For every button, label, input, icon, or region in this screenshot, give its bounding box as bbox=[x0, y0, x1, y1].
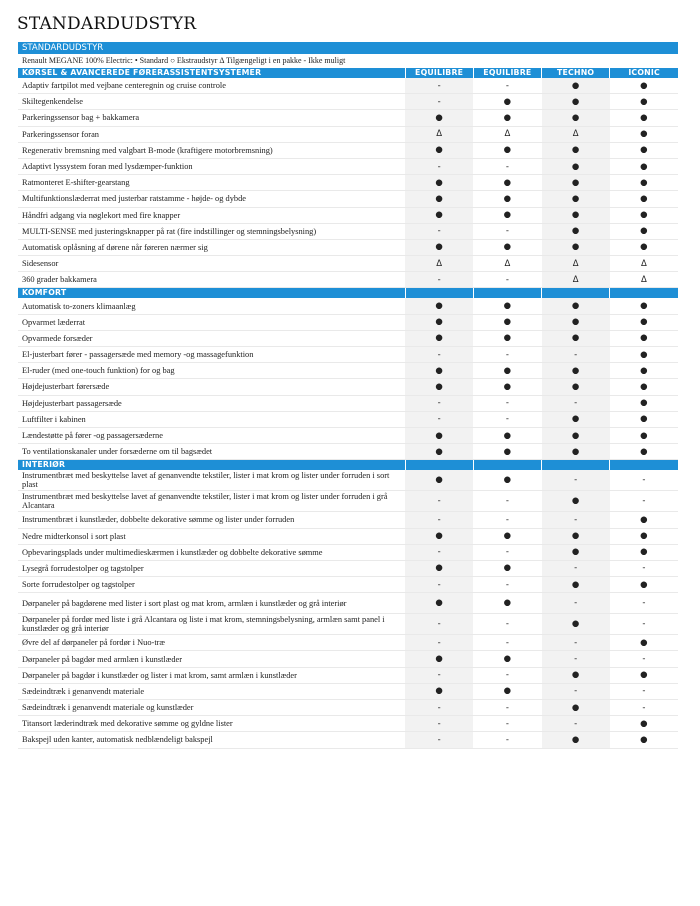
availability-cell: Δ bbox=[405, 256, 473, 272]
availability-cell: ● bbox=[473, 298, 541, 314]
availability-cell: ● bbox=[542, 314, 610, 330]
availability-cell: ● bbox=[405, 239, 473, 255]
availability-cell: - bbox=[473, 411, 541, 427]
table-row bbox=[18, 175, 678, 191]
availability-cell: - bbox=[405, 411, 473, 427]
availability-cell: Δ bbox=[405, 126, 473, 142]
feature-label: Ratmonteret E-shifter-gearstang bbox=[18, 175, 405, 191]
section-title: KØRSEL & AVANCEREDE FØRERASSISTENTSYSTEMER bbox=[18, 68, 405, 78]
availability-cell: - bbox=[405, 732, 473, 748]
feature-label: MULTI-SENSE med justeringsknapper på rat (fire indstillinger og stemningsbelysning) bbox=[18, 223, 405, 239]
equipment-table bbox=[18, 68, 678, 749]
table-row bbox=[18, 560, 678, 576]
availability-cell: - bbox=[405, 395, 473, 411]
availability-cell: ● bbox=[610, 716, 678, 732]
feature-label: Opvarmet læderrat bbox=[18, 314, 405, 330]
availability-cell: ● bbox=[542, 78, 610, 94]
availability-cell: - bbox=[405, 491, 473, 512]
availability-cell: ● bbox=[542, 142, 610, 158]
legend: Renault MEGANE 100% Electric: • Standard ○ Ekstraudstyr Δ Tilgængeligt i en pakke - Ikke muligt bbox=[22, 56, 346, 65]
feature-label: Sædeindtræk i genanvendt materiale og kunstlæder bbox=[18, 700, 405, 716]
availability-cell: ● bbox=[542, 298, 610, 314]
availability-cell: ● bbox=[542, 207, 610, 223]
availability-cell: ● bbox=[473, 470, 541, 491]
availability-cell: - bbox=[473, 395, 541, 411]
availability-cell: - bbox=[542, 347, 610, 363]
availability-cell: - bbox=[542, 635, 610, 651]
feature-label: Håndfri adgang via nøglekort med fire knapper bbox=[18, 207, 405, 223]
table-row bbox=[18, 683, 678, 699]
feature-label: Dørpaneler på bagdør i kunstlæder og lister i mat krom, samt armlæn i kunstlæder bbox=[18, 667, 405, 683]
table-row bbox=[18, 363, 678, 379]
availability-cell: ● bbox=[405, 175, 473, 191]
availability-cell: ● bbox=[473, 175, 541, 191]
availability-cell: ● bbox=[473, 528, 541, 544]
availability-cell: - bbox=[405, 512, 473, 528]
availability-cell: Δ bbox=[542, 272, 610, 288]
availability-cell: - bbox=[405, 347, 473, 363]
table-row bbox=[18, 126, 678, 142]
feature-label: Sædeindtræk i genanvendt materiale bbox=[18, 683, 405, 699]
table-row bbox=[18, 239, 678, 255]
availability-cell: - bbox=[473, 732, 541, 748]
availability-cell: - bbox=[542, 560, 610, 576]
availability-cell: ● bbox=[610, 298, 678, 314]
table-row bbox=[18, 491, 678, 512]
column-header bbox=[610, 288, 678, 299]
table-row bbox=[18, 298, 678, 314]
availability-cell: ● bbox=[405, 651, 473, 667]
feature-label: Højdejusterbart førersæde bbox=[18, 379, 405, 395]
availability-cell: ● bbox=[542, 110, 610, 126]
feature-label: Adaptivt lyssystem foran med lysdæmper-funktion bbox=[18, 158, 405, 174]
feature-label: Øvre del af dørpaneler på fordør i Nuo-træ bbox=[18, 635, 405, 651]
availability-cell: ● bbox=[610, 528, 678, 544]
page-title: STANDARDUDSTYR bbox=[17, 14, 197, 34]
availability-cell: Δ bbox=[610, 256, 678, 272]
availability-cell: ● bbox=[542, 223, 610, 239]
availability-cell: - bbox=[473, 544, 541, 560]
column-header: ICONIC bbox=[610, 68, 678, 78]
column-header bbox=[473, 288, 541, 299]
feature-label: Dørpaneler på bagdør med armlæn i kunstlæder bbox=[18, 651, 405, 667]
availability-cell: ● bbox=[542, 700, 610, 716]
equipment-sheet bbox=[18, 42, 678, 749]
table-row bbox=[18, 191, 678, 207]
availability-cell: ● bbox=[405, 330, 473, 346]
availability-cell: - bbox=[610, 700, 678, 716]
table-row bbox=[18, 379, 678, 395]
availability-cell: ● bbox=[473, 110, 541, 126]
availability-cell: - bbox=[473, 512, 541, 528]
availability-cell: ● bbox=[610, 544, 678, 560]
availability-cell: ● bbox=[542, 94, 610, 110]
availability-cell: ● bbox=[405, 427, 473, 443]
availability-cell: - bbox=[473, 635, 541, 651]
availability-cell: ● bbox=[542, 158, 610, 174]
availability-cell: Δ bbox=[473, 126, 541, 142]
availability-cell: - bbox=[610, 651, 678, 667]
column-header: EQUILIBRE bbox=[405, 68, 473, 78]
availability-cell: ● bbox=[610, 158, 678, 174]
table-row bbox=[18, 577, 678, 593]
table-row bbox=[18, 593, 678, 614]
availability-cell: ● bbox=[542, 577, 610, 593]
availability-cell: ● bbox=[610, 667, 678, 683]
section-title: INTERIØR bbox=[18, 460, 405, 471]
feature-label: El-justerbart fører - passagersæde med memory -og massagefunktion bbox=[18, 347, 405, 363]
availability-cell: ● bbox=[473, 560, 541, 576]
section-header bbox=[18, 68, 678, 78]
feature-label: Bakspejl uden kanter, automatisk nedblændeligt bakspejl bbox=[18, 732, 405, 748]
availability-cell: - bbox=[473, 577, 541, 593]
availability-cell: - bbox=[473, 158, 541, 174]
availability-cell: ● bbox=[610, 191, 678, 207]
availability-cell: ● bbox=[473, 593, 541, 614]
feature-label: Automatisk to-zoners klimaanlæg bbox=[18, 298, 405, 314]
availability-cell: - bbox=[405, 94, 473, 110]
table-row bbox=[18, 651, 678, 667]
table-row bbox=[18, 272, 678, 288]
availability-cell: - bbox=[542, 593, 610, 614]
availability-cell: ● bbox=[542, 528, 610, 544]
feature-label: Parkeringssensor foran bbox=[18, 126, 405, 142]
feature-label: Opbevaringsplads under multimedieskærmen i kunstlæder og dobbelte dekorative sømme bbox=[18, 544, 405, 560]
availability-cell: - bbox=[405, 614, 473, 635]
availability-cell: ● bbox=[542, 411, 610, 427]
availability-cell: ● bbox=[542, 175, 610, 191]
table-row bbox=[18, 700, 678, 716]
table-row bbox=[18, 512, 678, 528]
availability-cell: ● bbox=[610, 363, 678, 379]
availability-cell: - bbox=[405, 700, 473, 716]
availability-cell: - bbox=[610, 470, 678, 491]
feature-label: Sidesensor bbox=[18, 256, 405, 272]
availability-cell: ● bbox=[542, 667, 610, 683]
availability-cell: - bbox=[473, 491, 541, 512]
availability-cell: ● bbox=[405, 110, 473, 126]
table-row bbox=[18, 635, 678, 651]
feature-label: Nedre midterkonsol i sort plast bbox=[18, 528, 405, 544]
availability-cell: - bbox=[473, 78, 541, 94]
availability-cell: - bbox=[405, 577, 473, 593]
feature-label: 360 grader bakkamera bbox=[18, 272, 405, 288]
availability-cell: - bbox=[405, 223, 473, 239]
column-header bbox=[542, 288, 610, 299]
availability-cell: Δ bbox=[473, 256, 541, 272]
availability-cell: ● bbox=[610, 110, 678, 126]
feature-label: Instrumentbræt med beskyttelse lavet af genanvendte tekstiler, lister i mat krom og lister under forruden i sort plast bbox=[18, 470, 405, 491]
table-row bbox=[18, 395, 678, 411]
availability-cell: ● bbox=[405, 207, 473, 223]
availability-cell: - bbox=[610, 614, 678, 635]
availability-cell: - bbox=[405, 272, 473, 288]
availability-cell: ● bbox=[405, 314, 473, 330]
feature-label: To ventilationskanaler under forsæderne om til bagsædet bbox=[18, 444, 405, 460]
table-row bbox=[18, 470, 678, 491]
table-row bbox=[18, 716, 678, 732]
feature-label: Regenerativ bremsning med valgbart B-mode (kraftigere motorbremsning) bbox=[18, 142, 405, 158]
availability-cell: ● bbox=[610, 142, 678, 158]
feature-label: Dørpaneler på fordør med liste i grå Alcantara og liste i mat krom, stemningsbelysning, armlæn samt panel i kunstlæder og grå interiør bbox=[18, 614, 405, 635]
availability-cell: - bbox=[473, 667, 541, 683]
availability-cell: ● bbox=[473, 330, 541, 346]
availability-cell: ● bbox=[473, 207, 541, 223]
feature-label: Adaptiv fartpilot med vejbane centeregnin og cruise controle bbox=[18, 78, 405, 94]
availability-cell: - bbox=[405, 544, 473, 560]
availability-cell: ● bbox=[473, 191, 541, 207]
availability-cell: ● bbox=[610, 444, 678, 460]
feature-label: Automatisk oplåsning af dørene når føreren nærmer sig bbox=[18, 239, 405, 255]
availability-cell: ● bbox=[405, 528, 473, 544]
availability-cell: ● bbox=[473, 683, 541, 699]
section-header bbox=[18, 288, 678, 299]
availability-cell: ● bbox=[542, 427, 610, 443]
column-header bbox=[473, 460, 541, 471]
availability-cell: ● bbox=[610, 635, 678, 651]
availability-cell: - bbox=[473, 614, 541, 635]
table-row bbox=[18, 78, 678, 94]
availability-cell: - bbox=[473, 347, 541, 363]
availability-cell: - bbox=[405, 635, 473, 651]
availability-cell: - bbox=[473, 272, 541, 288]
table-row bbox=[18, 347, 678, 363]
availability-cell: ● bbox=[473, 379, 541, 395]
feature-label: Højdejusterbart passagersæde bbox=[18, 395, 405, 411]
feature-label: Parkeringssensor bag + bakkamera bbox=[18, 110, 405, 126]
availability-cell: Δ bbox=[610, 272, 678, 288]
availability-cell: ● bbox=[542, 614, 610, 635]
availability-cell: - bbox=[473, 700, 541, 716]
availability-cell: ● bbox=[473, 363, 541, 379]
column-header bbox=[542, 460, 610, 471]
availability-cell: ● bbox=[610, 379, 678, 395]
availability-cell: ● bbox=[610, 207, 678, 223]
feature-label: Luftfilter i kabinen bbox=[18, 411, 405, 427]
availability-cell: ● bbox=[405, 142, 473, 158]
feature-label: Titansort læderindtræk med dekorative sømme og gyldne lister bbox=[18, 716, 405, 732]
availability-cell: ● bbox=[610, 94, 678, 110]
table-row bbox=[18, 614, 678, 635]
feature-label: Instrumentbræt i kunstlæder, dobbelte dekorative sømme og lister under forruden bbox=[18, 512, 405, 528]
availability-cell: - bbox=[405, 667, 473, 683]
availability-cell: ● bbox=[473, 651, 541, 667]
availability-cell: ● bbox=[473, 314, 541, 330]
header-bar: STANDARDUDSTYR bbox=[18, 42, 678, 54]
table-row bbox=[18, 158, 678, 174]
availability-cell: - bbox=[405, 158, 473, 174]
availability-cell: ● bbox=[610, 395, 678, 411]
section-header bbox=[18, 460, 678, 471]
availability-cell: - bbox=[542, 683, 610, 699]
availability-cell: - bbox=[542, 651, 610, 667]
availability-cell: - bbox=[610, 491, 678, 512]
table-row bbox=[18, 528, 678, 544]
table-row bbox=[18, 110, 678, 126]
column-header bbox=[405, 460, 473, 471]
feature-label: Opvarmede forsæder bbox=[18, 330, 405, 346]
availability-cell: - bbox=[473, 223, 541, 239]
table-row bbox=[18, 667, 678, 683]
feature-label: El-ruder (med one-touch funktion) for og bag bbox=[18, 363, 405, 379]
feature-label: Multifunktionslæderrat med justerbar ratstamme - højde- og dybde bbox=[18, 191, 405, 207]
section-title: KOMFORT bbox=[18, 288, 405, 299]
table-row bbox=[18, 411, 678, 427]
availability-cell: ● bbox=[473, 239, 541, 255]
availability-cell: ● bbox=[542, 239, 610, 255]
table-row bbox=[18, 94, 678, 110]
feature-label: Instrumentbræt med beskyttelse lavet af genanvendte tekstiler, lister i mat krom og lister under forruden i grå Alcantara bbox=[18, 491, 405, 512]
availability-cell: - bbox=[542, 395, 610, 411]
table-row bbox=[18, 223, 678, 239]
availability-cell: ● bbox=[542, 379, 610, 395]
table-row bbox=[18, 330, 678, 346]
table-row bbox=[18, 544, 678, 560]
table-row bbox=[18, 256, 678, 272]
availability-cell: ● bbox=[610, 330, 678, 346]
table-row bbox=[18, 314, 678, 330]
table-row bbox=[18, 427, 678, 443]
availability-cell: ● bbox=[473, 142, 541, 158]
availability-cell: ● bbox=[542, 191, 610, 207]
availability-cell: - bbox=[405, 78, 473, 94]
feature-label: Skiltegenkendelse bbox=[18, 94, 405, 110]
availability-cell: Δ bbox=[542, 256, 610, 272]
availability-cell: ● bbox=[610, 175, 678, 191]
availability-cell: ● bbox=[542, 732, 610, 748]
availability-cell: ● bbox=[610, 732, 678, 748]
feature-label: Lændestøtte på fører -og passagersæderne bbox=[18, 427, 405, 443]
table-row bbox=[18, 207, 678, 223]
availability-cell: ● bbox=[542, 330, 610, 346]
availability-cell: ● bbox=[610, 239, 678, 255]
column-header: EQUILIBRE bbox=[473, 68, 541, 78]
availability-cell: ● bbox=[542, 444, 610, 460]
availability-cell: - bbox=[610, 593, 678, 614]
availability-cell: Δ bbox=[542, 126, 610, 142]
availability-cell: ● bbox=[542, 363, 610, 379]
availability-cell: ● bbox=[610, 126, 678, 142]
availability-cell: - bbox=[610, 560, 678, 576]
availability-cell: ● bbox=[610, 577, 678, 593]
availability-cell: ● bbox=[405, 379, 473, 395]
column-header bbox=[405, 288, 473, 299]
availability-cell: ● bbox=[542, 491, 610, 512]
availability-cell: ● bbox=[405, 683, 473, 699]
column-header bbox=[610, 460, 678, 471]
table-row bbox=[18, 142, 678, 158]
availability-cell: ● bbox=[473, 444, 541, 460]
column-header: TECHNO bbox=[542, 68, 610, 78]
availability-cell: - bbox=[542, 470, 610, 491]
availability-cell: ● bbox=[610, 411, 678, 427]
availability-cell: ● bbox=[610, 347, 678, 363]
availability-cell: ● bbox=[473, 94, 541, 110]
table-row bbox=[18, 732, 678, 748]
availability-cell: - bbox=[610, 683, 678, 699]
availability-cell: ● bbox=[405, 470, 473, 491]
availability-cell: ● bbox=[610, 78, 678, 94]
availability-cell: - bbox=[542, 716, 610, 732]
availability-cell: ● bbox=[610, 223, 678, 239]
availability-cell: ● bbox=[542, 544, 610, 560]
feature-label: Lysegrå forrudestolper og tagstolper bbox=[18, 560, 405, 576]
availability-cell: ● bbox=[405, 191, 473, 207]
feature-label: Dørpaneler på bagdørene med lister i sort plast og mat krom, armlæn i kunstlæder og grå interiør bbox=[18, 593, 405, 614]
feature-label: Sorte forrudestolper og tagstolper bbox=[18, 577, 405, 593]
availability-cell: ● bbox=[405, 298, 473, 314]
availability-cell: - bbox=[542, 512, 610, 528]
availability-cell: ● bbox=[610, 512, 678, 528]
availability-cell: ● bbox=[610, 427, 678, 443]
table-row bbox=[18, 444, 678, 460]
availability-cell: - bbox=[473, 716, 541, 732]
availability-cell: ● bbox=[405, 444, 473, 460]
availability-cell: ● bbox=[473, 427, 541, 443]
availability-cell: ● bbox=[405, 593, 473, 614]
availability-cell: ● bbox=[405, 363, 473, 379]
availability-cell: ● bbox=[610, 314, 678, 330]
availability-cell: ● bbox=[405, 560, 473, 576]
availability-cell: - bbox=[405, 716, 473, 732]
